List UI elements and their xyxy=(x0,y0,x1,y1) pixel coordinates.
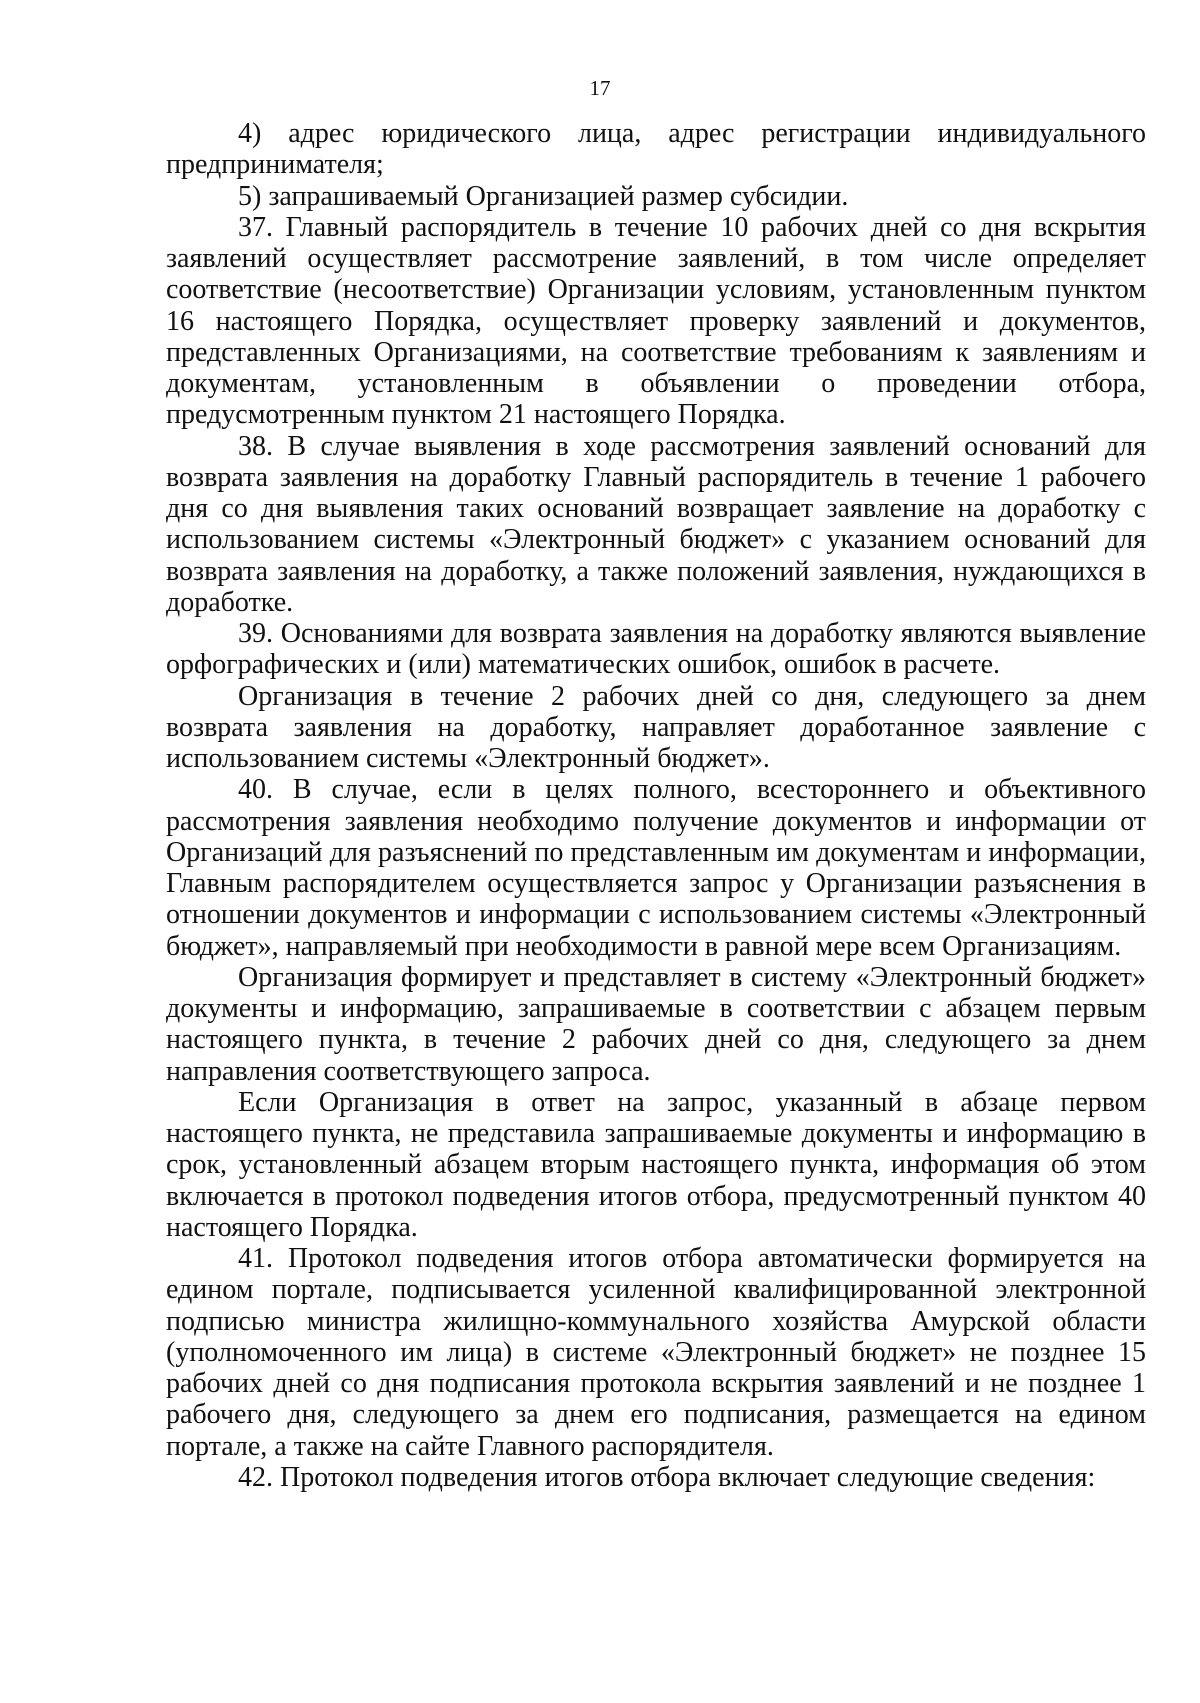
paragraph-42: 42. Протокол подведения итогов отбора включает следующие сведения: xyxy=(238,1461,1096,1493)
document-body xyxy=(166,118,1146,1493)
paragraph-40-second: Организация формирует и представляет в систему «Электронный бюджет» документы и информацию, запрашиваемые в соответствии с абзацем первым настоящего пункта, в течение 2 рабочих дней со дня, следующего за днем направления соответствующего запроса. xyxy=(166,961,1146,1087)
paragraph-item-5: 5) запрашиваемый Организацией размер субсидии. xyxy=(238,180,849,212)
paragraph-39-continued: Организация в течение 2 рабочих дней со дня, следующего за днем возврата заявления на доработку, направляет доработанное заявление с использованием системы «Электронный бюджет». xyxy=(166,680,1146,774)
paragraph-38: 38. В случае выявления в ходе рассмотрения заявлений оснований для возврата заявления на доработку Главный распорядитель в течение 1 рабочего дня со дня выявления таких оснований возвращает заявление на доработку с использованием системы «Электронный бюджет» с указанием оснований для возврата заявления на доработку, а также положений заявления, нуждающихся в доработке. xyxy=(166,430,1146,618)
paragraph-item-4: 4) адрес юридического лица, адрес регистрации индивидуального предпринимателя; xyxy=(166,118,1146,181)
page-number: 17 xyxy=(589,76,611,100)
paragraph-39: 39. Основаниями для возврата заявления на доработку являются выявление орфографических и (или) математических ошибок, ошибок в расчете. xyxy=(166,618,1146,681)
paragraph-37: 37. Главный распорядитель в течение 10 рабочих дней со дня вскрытия заявлений осуществляет рассмотрение заявлений, в том числе определяет соответствие (несоответствие) Организации условиям, установленным пунктом 16 настоящего Порядка, осуществляет проверку заявлений и документов, представленных Организациями, на соответствие требованиям к заявлениям и документам, установленным в объявлении о проведении отбора, предусмотренным пунктом 21 настоящего Порядка. xyxy=(166,211,1146,431)
paragraph-41: 41. Протокол подведения итогов отбора автоматически формируется на едином портале, подписывается усиленной квалифицированной электронной подписью министра жилищно-коммунального хозяйства Амурской области (уполномоченного им лица) в системе «Электронный бюджет» не позднее 15 рабочих дней со дня подписания протокола вскрытия заявлений и не позднее 1 рабочего дня, следующего за днем его подписания, размещается на едином портале, а также на сайте Главного распорядителя. xyxy=(166,1243,1146,1462)
paragraph-40-third: Если Организация в ответ на запрос, указанный в абзаце первом настоящего пункта, не представила запрашиваемые документы и информацию в срок, установленный абзацем вторым настоящего пункта, информация об этом включается в протокол подведения итогов отбора, предусмотренный пунктом 40 настоящего Порядка. xyxy=(166,1086,1146,1243)
paragraph-40: 40. В случае, если в целях полного, всестороннего и объективного рассмотрения заявления необходимо получение документов и информации от Организаций для разъяснений по представленным им документам и информации, Главным распорядителем осуществляется запрос у Организации разъяснения в отношении документов и информации с использованием системы «Электронный бюджет», направляемый при необходимости в равной мере всем Организациям. xyxy=(166,774,1146,962)
